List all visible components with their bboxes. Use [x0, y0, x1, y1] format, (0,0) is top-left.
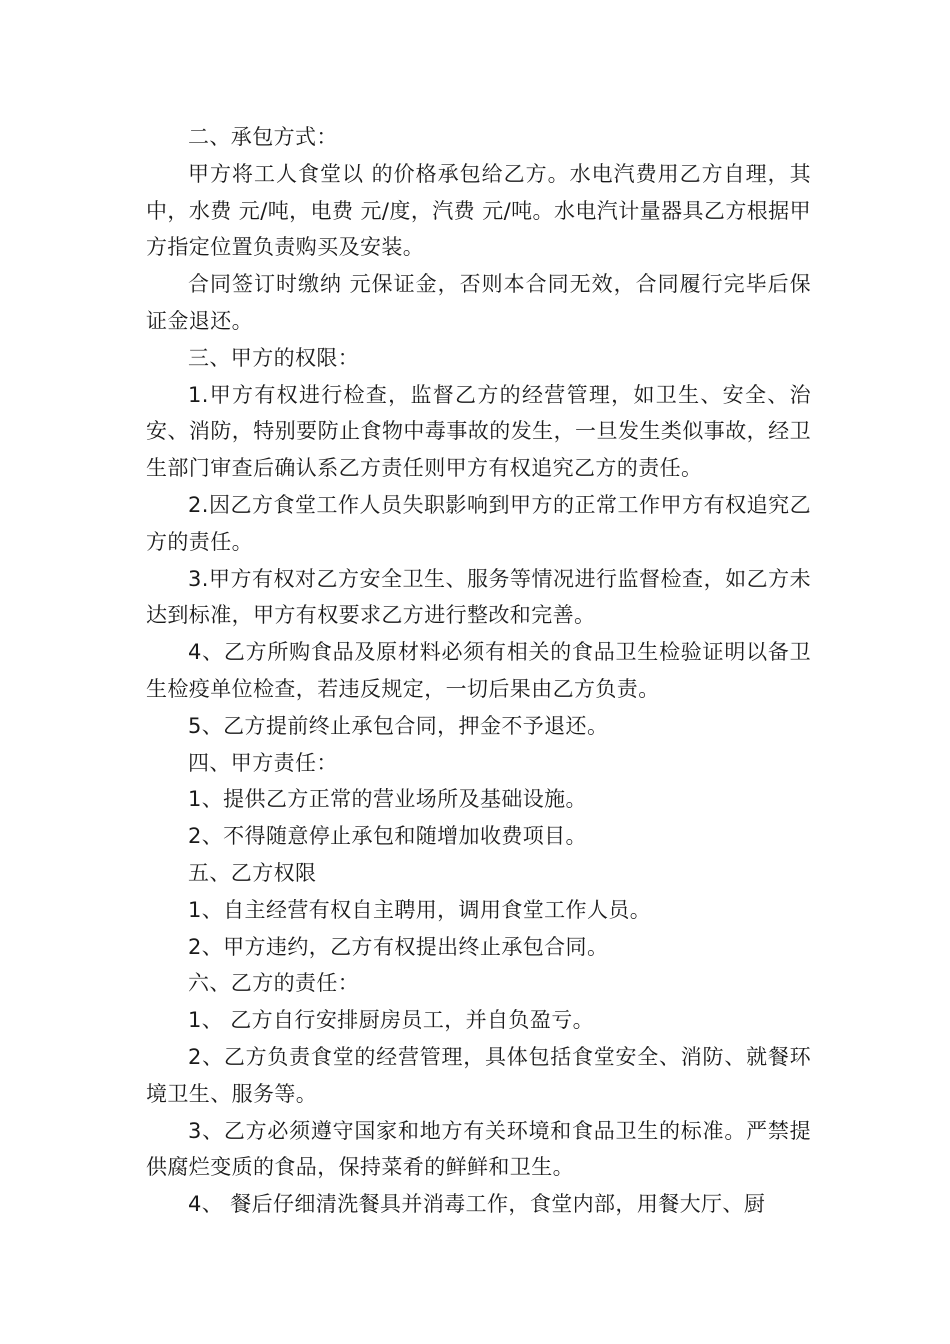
- paragraph-deposit: 合同签订时缴纳 元保证金，否则本合同无效，合同履行完毕后保证金退还。: [146, 272, 811, 333]
- document-body: [146, 119, 811, 1223]
- paragraph-contract-price-utilities: 甲方将工人食堂以 的价格承包给乙方。水电汽费用乙方自理，其中，水费 元/吨，电费 元/度，汽费 元/吨。水电汽计量器具乙方根据甲方指定位置负责购买及安装。: [146, 161, 811, 260]
- list-item-party-a-duty-1: 1、提供乙方正常的营业场所及基础设施。: [188, 787, 587, 812]
- list-item-party-b-duty-4: 4、 餐后仔细清洗餐具并消毒工作，食堂内部，用餐大厅、厨: [188, 1192, 766, 1217]
- list-item-party-a-duty-2: 2、不得随意停止承包和随增加收费项目。: [188, 824, 587, 849]
- section-heading-contract-method: 二、承包方式：: [188, 125, 338, 149]
- list-item-party-a-right-5: 5、乙方提前终止承包合同，押金不予退还。: [188, 713, 609, 738]
- list-item-party-b-duty-1: 1、 乙方自行安排厨房员工，并自负盈亏。: [188, 1008, 595, 1033]
- list-item-party-a-right-3: 3.甲方有权对乙方安全卫生、服务等情况进行监督检查，如乙方未达到标准，甲方有权要求乙方进行整改和完善。: [146, 566, 811, 628]
- list-item-party-a-right-1: 1.甲方有权进行检查，监督乙方的经营管理，如卫生、安全、治安、消防，特别要防止食物中毒事故的发生，一旦发生类似事故，经卫生部门审查后确认系乙方责任则甲方有权追究乙方的责任。: [146, 382, 811, 481]
- list-item-party-b-right-1: 1、自主经营有权自主聘用，调用食堂工作人员。: [188, 897, 652, 922]
- list-item-party-b-right-2: 2、甲方违约，乙方有权提出终止承包合同。: [188, 934, 609, 959]
- list-item-party-b-duty-3: 3、乙方必须遵守国家和地方有关环境和食品卫生的标准。严禁提供腐烂变质的食品，保持菜肴的鲜鲜和卫生。: [146, 1118, 811, 1180]
- list-item-party-a-right-4: 4、乙方所购食品及原材料必须有相关的食品卫生检验证明以备卫生检疫单位检查，若违反规定，一切后果由乙方负责。: [146, 640, 811, 701]
- section-heading-party-a-duties: 四、甲方责任：: [188, 750, 338, 775]
- section-heading-party-a-rights: 三、甲方的权限：: [188, 345, 360, 370]
- section-heading-party-b-duties: 六、乙方的责任：: [188, 971, 360, 996]
- list-item-party-a-right-2: 2.因乙方食堂工作人员失职影响到甲方的正常工作甲方有权追究乙方的责任。: [146, 492, 811, 554]
- section-heading-party-b-rights: 五、乙方权限: [188, 860, 317, 885]
- list-item-party-b-duty-2: 2、乙方负责食堂的经营管理，具体包括食堂安全、消防、就餐环境卫生、服务等。: [146, 1044, 811, 1106]
